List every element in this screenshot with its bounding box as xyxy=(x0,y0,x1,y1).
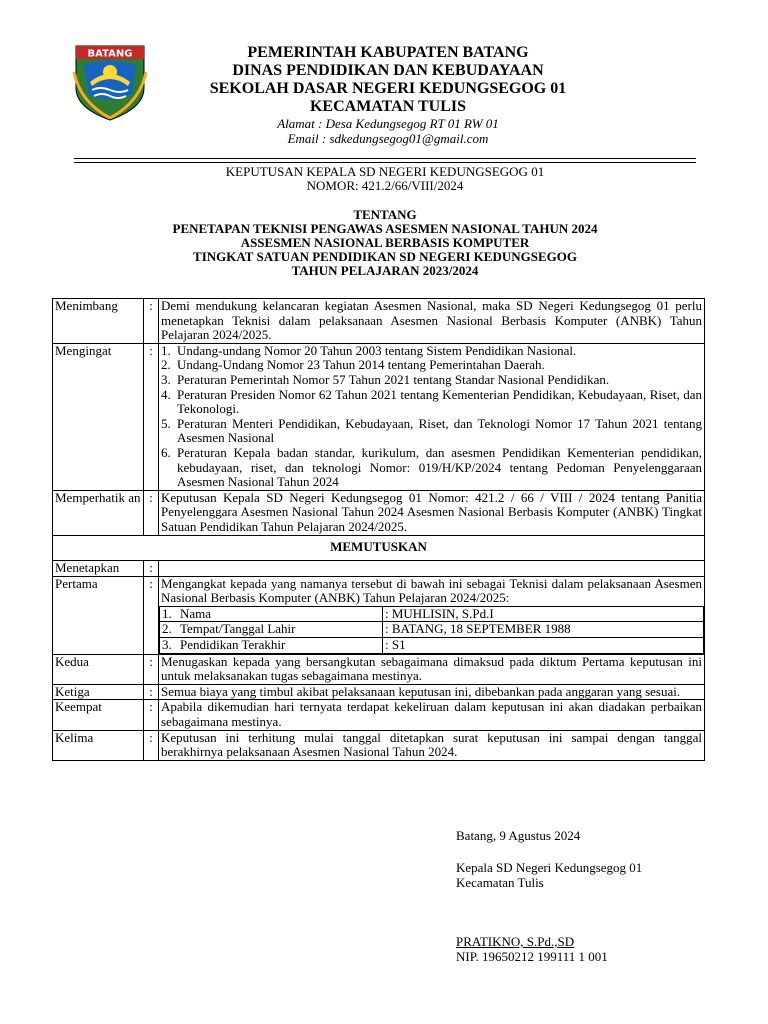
row-content: Keputusan Kepala SD Negeri Kedungsegog 01 Nomor: 421.2 / 66 / VIII / 2024 tentang Panitia Penyelenggara Asesmen Nasional Tahun 2024 Asesmen Nasional Berbasis Komputer (ANBK) Tingkat Satuan Pendidikan Tahun Pelajaran 2024/2025. xyxy=(159,490,705,535)
row-pertama xyxy=(53,576,705,654)
letterhead-line-4: KECAMATAN TULIS xyxy=(309,98,467,115)
row-label: Keempat xyxy=(53,700,144,730)
appointee-table xyxy=(159,606,704,654)
decree-title: KEPUTUSAN KEPALA SD NEGERI KEDUNGSEGOG 01 xyxy=(225,164,545,179)
list-item xyxy=(161,417,702,446)
row-memutuskan xyxy=(53,535,705,561)
row-colon: : xyxy=(144,490,159,535)
list-number: 5. xyxy=(161,415,171,431)
row-colon: : xyxy=(144,561,159,577)
list-text: Peraturan Menteri Pendidikan, Kebudayaan, Riset, dan Teknologi Nomor 17 Tahun 2021 tentang Asesmen Nasional xyxy=(177,415,702,446)
legal-basis-list xyxy=(161,344,702,490)
row-content: Apabila dikemudian hari ternyata terdapat kekeliruan dalam keputusan ini akan diadakan perbaikan sebagaimana mestinya. xyxy=(159,700,705,730)
decision-heading: MEMUTUSKAN xyxy=(53,535,705,561)
row-content: Menugaskan kepada yang bersangkutan sebagaimana dimaksud pada diktum Pertama keputusan ini untuk melaksanakan tugas sebagaimana mestinya. xyxy=(159,654,705,684)
list-number: 6. xyxy=(161,444,171,460)
list-text: Peraturan Kepala badan standar, kurikulum, dan asesmen Pendidikan Kementerian pendidikan, kebudayaan, riset, dan teknologi Nomor: 019/H/KP/2024 tentang Pedoman Penyelenggaraan Asesmen Nasional Tahun 2024 xyxy=(177,444,702,490)
subject-line-3: TINGKAT SATUAN PENDIDIKAN SD NEGERI KEDUNGSEGOG xyxy=(193,249,577,264)
appointee-field-value: : BATANG, 18 SEPTEMBER 1988 xyxy=(383,622,704,638)
subject-line-2: ASSESMEN NASIONAL BERBASIS KOMPUTER xyxy=(240,235,530,250)
appointee-field-label: Tempat/Tanggal Lahir xyxy=(178,622,383,638)
school-email: Email : sdkedungsegog01@gmail.com xyxy=(287,131,489,146)
table-row xyxy=(160,622,704,638)
row-label: Memperhatik an xyxy=(53,490,144,535)
row-menimbang xyxy=(53,299,705,344)
signatory-name: PRATIKNO, S.Pd.,SD xyxy=(456,934,575,949)
letterhead-line-1: PEMERINTAH KABUPATEN BATANG xyxy=(247,44,529,61)
row-label: Kedua xyxy=(53,654,144,684)
row-colon: : xyxy=(144,343,159,490)
appointment-text: Mengangkat kepada yang namanya tersebut di bawah ini sebagai Teknisi dalam pelaksanaan Asesmen Nasional Berbasis Komputer (ANBK) Tahun Pelajaran 2024/2025: xyxy=(161,575,702,606)
list-item xyxy=(161,446,702,490)
row-content xyxy=(159,343,705,490)
row-kelima xyxy=(53,730,705,760)
letterhead-line-3: SEKOLAH DASAR NEGERI KEDUNGSEGOG 01 xyxy=(209,80,567,97)
row-menetapkan xyxy=(53,561,705,577)
signatory-position xyxy=(456,860,642,890)
row-content xyxy=(159,576,705,654)
appointee-field-label: Nama xyxy=(178,606,383,622)
row-colon: : xyxy=(144,299,159,344)
row-kedua xyxy=(53,654,705,684)
batang-regency-logo xyxy=(70,42,150,122)
row-content xyxy=(159,561,705,577)
list-text: Peraturan Pemerintah Nomor 57 Tahun 2021 tentang Standar Nasional Pendidikan. xyxy=(177,371,610,387)
signatory-nip: NIP. 19650212 199111 1 001 xyxy=(456,949,608,964)
signatory-block xyxy=(456,934,608,964)
row-colon: : xyxy=(144,576,159,654)
appointee-number: 2. xyxy=(160,622,179,638)
decree-heading xyxy=(74,165,696,193)
list-item xyxy=(161,373,702,388)
subject-label: TENTANG xyxy=(353,207,417,222)
table-row xyxy=(160,606,704,622)
list-item xyxy=(161,344,702,359)
row-colon: : xyxy=(144,700,159,730)
letterhead xyxy=(150,44,626,146)
subject-line-4: TAHUN PELAJARAN 2023/2024 xyxy=(291,263,479,278)
row-colon: : xyxy=(144,684,159,700)
decree-subject xyxy=(74,208,696,278)
appointee-field-value: : S1 xyxy=(383,638,704,654)
list-number: 3. xyxy=(161,371,171,387)
list-number: 1. xyxy=(161,342,171,358)
letterhead-line-2: DINAS PENDIDIKAN DAN KEBUDAYAAN xyxy=(232,62,544,79)
list-text: Undang-Undang Nomor 23 Tahun 2014 tentang Pemerintahan Daerah. xyxy=(177,357,545,373)
decree-table xyxy=(52,298,705,761)
row-content: Demi mendukung kelancaran kegiatan Asesmen Nasional, maka SD Negeri Kedungsegog 01 perlu menetapkan Teknisi dalam pelaksanaan Asesmen Nasional Berbasis Komputer (ANBK) Tahun Pelajaran 2024/2025. xyxy=(159,299,705,344)
list-item xyxy=(161,358,702,373)
row-memperhatikan xyxy=(53,490,705,535)
list-item xyxy=(161,388,702,417)
logo-text: BATANG xyxy=(87,48,133,60)
appointee-field-label: Pendidikan Terakhir xyxy=(178,638,383,654)
signatory-position-line-2: Kecamatan Tulis xyxy=(456,875,544,890)
appointee-number: 1. xyxy=(160,606,179,622)
row-content: Keputusan ini terhitung mulai tanggal ditetapkan surat keputusan ini sampai dengan tanggal berakhirnya pelaksanaan Asesmen Nasional Tahun 2024. xyxy=(159,730,705,760)
school-address: Alamat : Desa Kedungsegog RT 01 RW 01 xyxy=(277,116,499,131)
signature-place-date: Batang, 9 Agustus 2024 xyxy=(456,828,581,843)
row-label: Pertama xyxy=(53,576,144,654)
letterhead-divider-thick xyxy=(74,158,696,159)
row-colon: : xyxy=(144,654,159,684)
row-mengingat xyxy=(53,343,705,490)
row-colon: : xyxy=(144,730,159,760)
appointee-field-value: : MUHLISIN, S.Pd.I xyxy=(383,606,704,622)
row-keempat xyxy=(53,700,705,730)
row-label: Menetapkan xyxy=(53,561,144,577)
list-text: Undang-undang Nomor 20 Tahun 2003 tentang Sistem Pendidikan Nasional. xyxy=(177,342,577,358)
list-text: Peraturan Presiden Nomor 62 Tahun 2021 tentang Kementerian Pendidikan, Kebudayaan, Riset, dan Tekonologi. xyxy=(177,386,702,417)
row-ketiga xyxy=(53,684,705,700)
subject-line-1: PENETAPAN TEKNISI PENGAWAS ASESMEN NASIONAL TAHUN 2024 xyxy=(172,221,598,236)
letterhead-divider-thin xyxy=(74,162,696,163)
decree-number: NOMOR: 421.2/66/VIII/2024 xyxy=(306,178,464,193)
row-label: Ketiga xyxy=(53,684,144,700)
appointee-number: 3. xyxy=(160,638,179,654)
signatory-position-line-1: Kepala SD Negeri Kedungsegog 01 xyxy=(456,860,643,875)
row-label: Menimbang xyxy=(53,299,144,344)
row-label: Kelima xyxy=(53,730,144,760)
row-content: Semua biaya yang timbul akibat pelaksanaan keputusan ini, dibebankan pada anggaran yang sesuai. xyxy=(159,684,705,700)
table-row xyxy=(160,638,704,654)
list-number: 2. xyxy=(161,357,171,373)
row-label: Mengingat xyxy=(53,343,144,490)
list-number: 4. xyxy=(161,386,171,402)
